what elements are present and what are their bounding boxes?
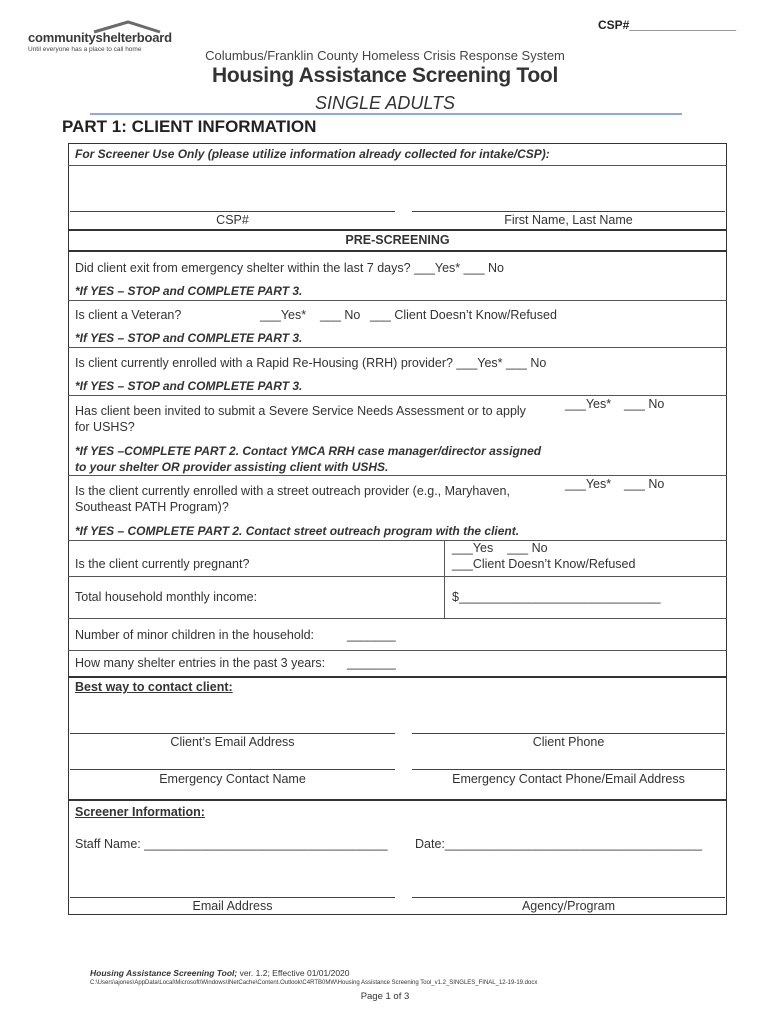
phone-input-line[interactable] [412, 733, 725, 734]
divider [68, 347, 727, 348]
csp-input-line[interactable] [70, 211, 395, 212]
question-pregnant: Is the client currently pregnant? [75, 557, 250, 571]
option-yes[interactable]: ___Yes* [414, 261, 461, 275]
agency-input-line[interactable] [412, 897, 725, 898]
footer-tool-name: Housing Assistance Screening Tool; [90, 968, 238, 978]
option-yes[interactable]: ___Yes* [565, 477, 612, 491]
divider [68, 576, 727, 577]
divider [68, 799, 727, 801]
divider [68, 618, 727, 619]
instruction-note: *If YES – STOP and COMPLETE PART 3. [75, 331, 303, 345]
emergency-name-label: Emergency Contact Name [159, 772, 306, 786]
screener-use-heading: For Screener Use Only (please utilize information already collected for intake/CSP): [75, 147, 550, 161]
question-rrh-enrolled [75, 356, 546, 370]
divider [68, 165, 727, 166]
option-yes-label: ___Yes [452, 541, 494, 555]
date-input[interactable]: Date:_____________________________________ [415, 837, 703, 851]
question-text: Did client exit from emergency shelter within the last 7 days? [75, 261, 411, 275]
csp-label: CSP# [216, 213, 249, 227]
option-doesnt-know[interactable]: ___ Client Doesn’t Know/Refused [370, 308, 557, 322]
screener-email-label: Email Address [192, 899, 273, 913]
client-email-label: Client’s Email Address [170, 735, 295, 749]
option-yes[interactable]: ___Yes* [260, 308, 307, 322]
column-divider [444, 540, 445, 618]
question-outreach-line1: Is the client currently enrolled with a street outreach provider (e.g., Maryhaven, [75, 484, 510, 498]
contact-heading: Best way to contact client: [75, 680, 233, 694]
question-text: Is client currently enrolled with a Rapid Re-Housing (RRH) provider? [75, 356, 453, 370]
shelter-entries-input[interactable]: _______ [347, 656, 396, 670]
email-input-line[interactable] [70, 733, 395, 734]
option-no[interactable]: ___ No [624, 477, 665, 491]
divider [68, 250, 727, 252]
instruction-note-line2: to your shelter OR provider assisting client with USHS. [75, 460, 389, 474]
option-no[interactable]: ___ No [320, 308, 361, 322]
title-divider [90, 113, 682, 115]
screener-heading: Screener Information: [75, 805, 205, 819]
staff-name-input[interactable]: Staff Name: ___________________________________ [75, 837, 388, 851]
question-veteran: Is client a Veteran? [75, 308, 182, 322]
divider [68, 676, 727, 678]
option-no[interactable]: ___ No [507, 541, 548, 555]
divider [68, 229, 727, 231]
instruction-note: *If YES – COMPLETE PART 2. Contact street outreach program with the client. [75, 524, 520, 538]
income-input[interactable]: $_____________________________ [452, 590, 661, 604]
divider [68, 395, 727, 396]
logo-wordmark: communityshelterboard [28, 30, 172, 45]
footer-version [90, 968, 350, 978]
footer-file-path: C:\Users\ajones\AppData\Local\Microsoft\Windows\INetCache\Content.Outlook\C4RTB0MW\Housing Assistance Screening Tool_v1.2_SINGLES_FINAL_12-19-19.docx [90, 980, 538, 986]
instruction-note-line1: *If YES –COMPLETE PART 2. Contact YMCA RRH case manager/director assigned [75, 444, 542, 458]
question-ssna-line1: Has client been invited to submit a Severe Service Needs Assessment or to apply [75, 404, 526, 418]
option-no[interactable]: ___ No [463, 261, 504, 275]
logo-tagline: Until everyone has a place to call home [28, 46, 142, 53]
divider [68, 300, 727, 301]
question-minor-children: Number of minor children in the household: [75, 628, 315, 642]
option-doesnt-know[interactable]: ___Client Doesn’t Know/Refused [452, 557, 636, 571]
option-no[interactable]: ___ No [506, 356, 547, 370]
csp-number-field[interactable]: CSP#________________ [598, 18, 737, 32]
name-input-line[interactable] [412, 211, 725, 212]
document-title: Housing Assistance Screening Tool [211, 64, 558, 87]
document-subtitle: SINGLE ADULTS [314, 93, 456, 113]
emergency-phone-label: Emergency Contact Phone/Email Address [452, 772, 685, 786]
emergency-phone-input-line[interactable] [412, 769, 725, 770]
divider [68, 540, 727, 541]
minor-children-input[interactable]: _______ [347, 628, 396, 642]
footer-version-text: ver. 1.2; Effective 01/01/2020 [237, 968, 350, 978]
agency-label: Agency/Program [521, 899, 616, 913]
part-heading: PART 1: CLIENT INFORMATION [62, 117, 317, 136]
divider [68, 475, 727, 476]
emergency-name-input-line[interactable] [70, 769, 395, 770]
page-number: Page 1 of 3 [360, 991, 410, 1002]
client-phone-label: Client Phone [532, 735, 605, 749]
name-label: First Name, Last Name [504, 213, 633, 227]
question-shelter-exit [75, 261, 504, 275]
divider [68, 650, 727, 651]
instruction-note: *If YES – STOP and COMPLETE PART 3. [75, 379, 303, 393]
question-outreach-line2: Southeast PATH Program)? [75, 500, 229, 514]
question-monthly-income: Total household monthly income: [75, 590, 258, 604]
option-no[interactable]: ___ No [624, 397, 665, 411]
option-yes[interactable]: ___Yes* [456, 356, 503, 370]
option-yes[interactable] [452, 541, 548, 555]
question-ssna-line2: for USHS? [75, 420, 135, 434]
organization-name: Columbus/Franklin County Homeless Crisis Response System [205, 48, 565, 63]
prescreening-heading: PRE-SCREENING [345, 233, 450, 247]
screener-email-input-line[interactable] [70, 897, 395, 898]
question-shelter-entries: How many shelter entries in the past 3 years: [75, 656, 326, 670]
option-yes[interactable]: ___Yes* [565, 397, 612, 411]
instruction-note: *If YES – STOP and COMPLETE PART 3. [75, 284, 303, 298]
